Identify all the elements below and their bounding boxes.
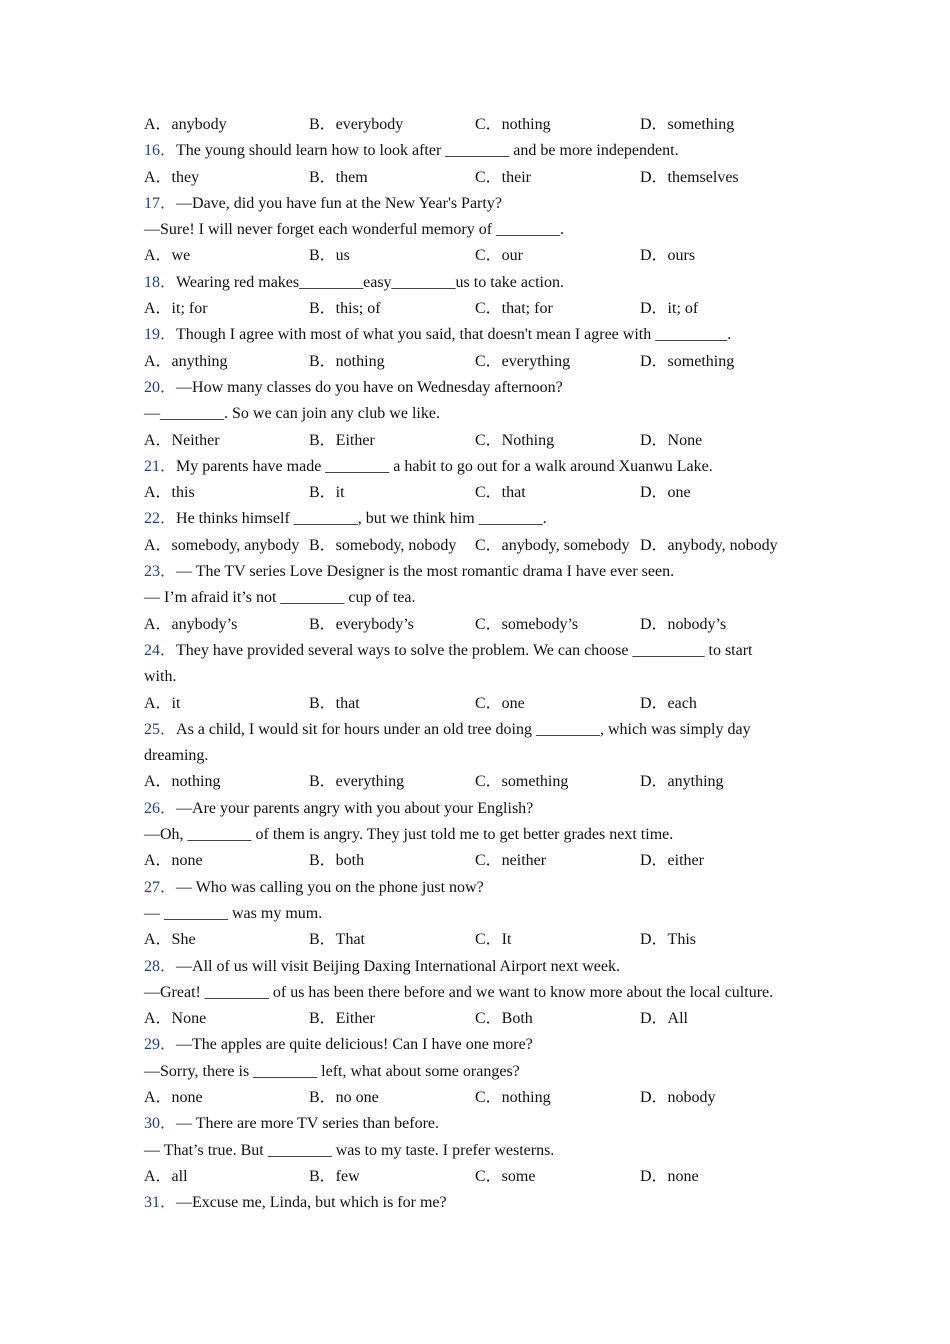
option-a[interactable]: A．nothing <box>144 773 221 791</box>
question-number: 30． <box>144 1115 177 1133</box>
option-d[interactable]: D．each <box>640 694 697 712</box>
option-b[interactable]: B．few <box>309 1167 360 1185</box>
option-b[interactable]: B．it <box>309 484 345 502</box>
option-c[interactable]: C．nothing <box>475 1088 551 1106</box>
question-stem <box>144 454 824 480</box>
option-a[interactable]: A．anybody’s <box>144 615 238 633</box>
option-b[interactable]: B．this; of <box>309 300 381 318</box>
question-text: As a child, I would sit for hours under an old tree doing ________, which was simply day <box>176 720 751 738</box>
options-row <box>144 165 824 191</box>
question-text: —How many classes do you have on Wednesday afternoon? <box>176 378 563 396</box>
option-a[interactable]: A．it; for <box>144 300 208 318</box>
question-number: 20． <box>144 378 177 396</box>
option-d[interactable]: D．something <box>640 116 735 133</box>
option-a[interactable]: A．they <box>144 168 200 186</box>
options-row <box>144 243 824 269</box>
option-c[interactable]: C．nothing <box>475 116 551 133</box>
question-stem <box>144 322 824 348</box>
question-stem <box>144 1190 824 1216</box>
option-a[interactable]: A．None <box>144 1010 207 1028</box>
question-line <box>144 401 824 427</box>
options-row <box>144 1164 824 1190</box>
question-line <box>144 585 824 611</box>
question-sheet <box>144 112 824 1216</box>
question-line <box>144 743 824 769</box>
question-line <box>144 664 824 690</box>
option-a[interactable]: A．this <box>144 484 195 502</box>
option-a[interactable]: A．anybody <box>144 116 227 133</box>
question-number: 24． <box>144 641 177 659</box>
question-text: — The TV series Love Designer is the most romantic drama I have ever seen. <box>176 563 675 581</box>
question-text: — Who was calling you on the phone just now? <box>176 878 484 896</box>
question-text: He thinks himself ________, but we think him ________. <box>176 510 547 528</box>
question-stem <box>144 559 824 585</box>
option-d[interactable]: D．something <box>640 352 735 370</box>
option-c[interactable]: C．It <box>475 931 512 949</box>
question-text: The young should learn how to look after ________ and be more independent. <box>176 142 679 160</box>
question-text: They have provided several ways to solve the problem. We can choose _________ to start <box>176 641 753 659</box>
question-text: —Sure! I will never forget each wonderful memory of ________. <box>144 221 565 239</box>
option-d[interactable]: D．This <box>640 931 697 949</box>
option-b[interactable]: B．us <box>309 247 350 265</box>
question-text: — ________ was my mum. <box>144 904 323 922</box>
option-b[interactable]: B．that <box>309 694 360 712</box>
question-stem <box>144 796 824 822</box>
option-b[interactable]: B．everybody’s <box>309 615 414 633</box>
question-number: 27． <box>144 878 177 896</box>
question-line <box>144 980 824 1006</box>
question-stem <box>144 875 824 901</box>
question-number: 21． <box>144 457 177 475</box>
option-b[interactable]: B．That <box>309 931 365 949</box>
options-row <box>144 769 824 795</box>
option-b[interactable]: B．no one <box>309 1088 379 1106</box>
option-c[interactable]: C．somebody’s <box>475 615 579 633</box>
question-text: Wearing red makes________easy________us to take action. <box>176 273 564 291</box>
question-line <box>144 1059 824 1085</box>
option-a[interactable]: A．all <box>144 1167 188 1185</box>
options-row <box>144 112 824 138</box>
options-row <box>144 296 824 322</box>
question-line <box>144 1138 824 1164</box>
question-text: Though I agree with most of what you said, that doesn't mean I agree with _________. <box>176 326 732 344</box>
option-d[interactable]: D．ours <box>640 247 696 265</box>
option-d[interactable]: D．themselves <box>640 168 739 186</box>
question-text: My parents have made ________ a habit to go out for a walk around Xuanwu Lake. <box>176 457 713 475</box>
option-d[interactable]: D．none <box>640 1167 699 1185</box>
option-d[interactable]: D．anything <box>640 773 724 791</box>
option-b[interactable]: B．Either <box>309 1010 375 1028</box>
question-text: with. <box>144 668 177 686</box>
options-row <box>144 1085 824 1111</box>
option-b[interactable]: B．them <box>309 168 368 186</box>
question-text: —The apples are quite delicious! Can I have one more? <box>176 1036 533 1054</box>
question-line <box>144 217 824 243</box>
question-text: —Sorry, there is ________ left, what about some oranges? <box>144 1062 520 1080</box>
question-text: —Are your parents angry with you about your English? <box>176 799 534 817</box>
options-row <box>144 480 824 506</box>
question-stem <box>144 506 824 532</box>
question-number: 29． <box>144 1036 177 1054</box>
question-stem <box>144 191 824 217</box>
question-text: — There are more TV series than before. <box>176 1115 440 1133</box>
option-a[interactable]: A．none <box>144 1088 203 1106</box>
options-row <box>144 349 824 375</box>
question-number: 31． <box>144 1194 177 1212</box>
option-d[interactable]: D．All <box>640 1010 689 1028</box>
option-a[interactable]: A．we <box>144 247 191 265</box>
question-number: 25． <box>144 720 177 738</box>
options-row <box>144 428 824 454</box>
option-d[interactable]: D．None <box>640 431 703 449</box>
option-d[interactable]: D．nobody <box>640 1088 716 1106</box>
options-row <box>144 927 824 953</box>
option-c[interactable]: C．our <box>475 247 524 265</box>
question-text: —Excuse me, Linda, but which is for me? <box>176 1194 447 1212</box>
option-c[interactable]: C．anybody, somebody <box>475 536 630 554</box>
options-row <box>144 848 824 874</box>
question-line <box>144 901 824 927</box>
question-text: — That’s true. But ________ was to my taste. I prefer westerns. <box>144 1141 555 1159</box>
question-stem <box>144 270 824 296</box>
question-stem <box>144 1111 824 1137</box>
option-d[interactable]: D．nobody’s <box>640 615 727 633</box>
question-text: dreaming. <box>144 747 209 765</box>
option-c[interactable]: C．Both <box>475 1010 533 1028</box>
option-d[interactable]: D．it; of <box>640 300 699 318</box>
question-stem <box>144 138 824 164</box>
option-c[interactable]: C．that <box>475 484 526 502</box>
option-d[interactable]: D．anybody, nobody <box>640 536 778 554</box>
question-text: — I’m afraid it’s not ________ cup of tea. <box>144 589 416 607</box>
options-row <box>144 612 824 638</box>
options-row <box>144 533 824 559</box>
option-c[interactable]: C．one <box>475 694 525 712</box>
question-number: 26． <box>144 799 177 817</box>
option-c[interactable]: C．Nothing <box>475 431 555 449</box>
option-b[interactable]: B．somebody, nobody <box>309 536 457 554</box>
question-number: 19． <box>144 326 177 344</box>
option-b[interactable]: B．nothing <box>309 352 385 370</box>
question-number: 28． <box>144 957 177 975</box>
option-d[interactable]: D．either <box>640 852 704 870</box>
option-a[interactable]: A．anything <box>144 352 228 370</box>
question-text: —________. So we can join any club we like. <box>144 405 440 423</box>
option-a[interactable]: A．it <box>144 694 181 712</box>
question-stem <box>144 638 824 664</box>
question-number: 17． <box>144 194 177 212</box>
question-stem <box>144 375 824 401</box>
option-a[interactable]: A．Neither <box>144 431 220 449</box>
option-d[interactable]: D．one <box>640 484 691 502</box>
question-stem <box>144 717 824 743</box>
options-row <box>144 1006 824 1032</box>
option-c[interactable]: C．their <box>475 168 531 186</box>
question-text: —Great! ________ of us has been there before and we want to know more about the local culture. <box>144 983 774 1001</box>
option-c[interactable]: C．something <box>475 773 569 791</box>
option-a[interactable]: A．somebody, anybody <box>144 536 300 554</box>
option-c[interactable]: C．everything <box>475 352 571 370</box>
option-c[interactable]: C．some <box>475 1167 536 1185</box>
option-a[interactable]: A．She <box>144 931 196 949</box>
option-b[interactable]: B．everything <box>309 773 405 791</box>
option-c[interactable]: C．neither <box>475 852 547 870</box>
question-stem <box>144 954 824 980</box>
option-b[interactable]: B．both <box>309 852 365 870</box>
question-number: 18． <box>144 273 177 291</box>
option-b[interactable]: B．everybody <box>309 116 404 133</box>
options-row <box>144 691 824 717</box>
question-text: —All of us will visit Beijing Daxing International Airport next week. <box>176 957 620 975</box>
question-stem <box>144 1032 824 1058</box>
option-a[interactable]: A．none <box>144 852 203 870</box>
option-c[interactable]: C．that; for <box>475 300 553 318</box>
option-b[interactable]: B．Either <box>309 431 375 449</box>
question-text: —Oh, ________ of them is angry. They just told me to get better grades next time. <box>144 826 674 844</box>
question-text: —Dave, did you have fun at the New Year's Party? <box>176 194 502 212</box>
question-number: 16． <box>144 142 177 160</box>
question-number: 23． <box>144 563 177 581</box>
question-line <box>144 822 824 848</box>
question-number: 22． <box>144 510 177 528</box>
